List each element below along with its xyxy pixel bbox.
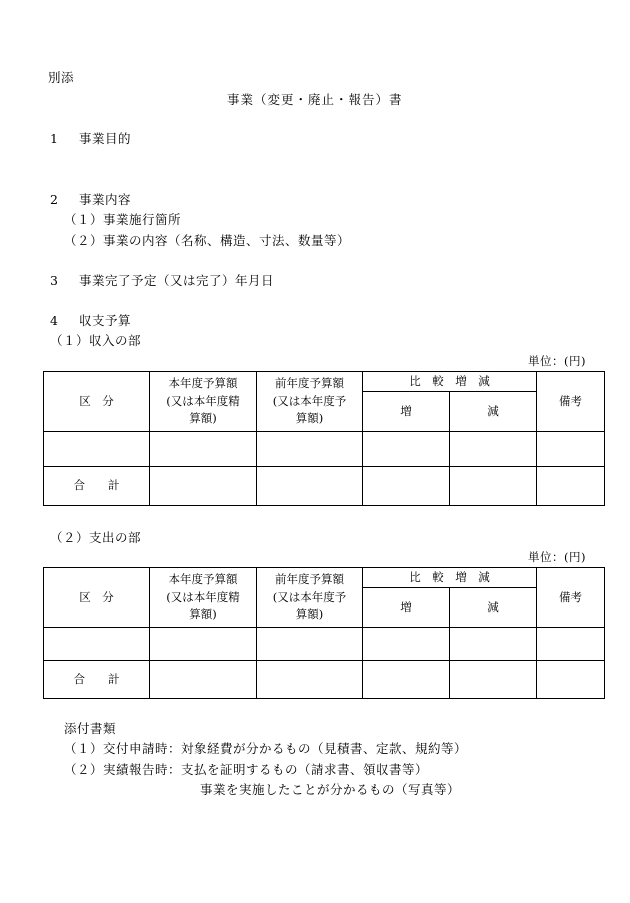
expense-table — [43, 567, 605, 699]
content-item-location: （１）事業施行箇所 — [64, 212, 182, 227]
table-row — [44, 432, 605, 467]
table-cell — [44, 432, 150, 467]
section-number-4: 4 — [50, 313, 59, 328]
table-cell — [537, 661, 605, 699]
header-decrease: 減 — [450, 588, 537, 628]
header-previous-year-line: (又は本年度予 — [272, 589, 347, 604]
table-cell — [257, 628, 363, 661]
table-row — [44, 628, 605, 661]
table-cell — [363, 432, 450, 467]
header-comparison: 比 較 増 減 — [363, 568, 537, 588]
header-current-year-line: 算額) — [189, 411, 217, 426]
attachment-item-report-continued: 事業を実施したことが分かるもの（写真等） — [200, 782, 461, 797]
table-header-row — [44, 568, 605, 588]
section-number-1: 1 — [50, 131, 59, 146]
header-current-year — [150, 568, 257, 628]
header-remarks: 備考 — [537, 372, 605, 432]
table-cell — [450, 432, 537, 467]
header-current-year-line: 本年度予算額 — [168, 375, 238, 390]
table-cell — [44, 628, 150, 661]
table-cell — [363, 467, 450, 506]
income-table — [43, 371, 605, 506]
header-decrease: 減 — [450, 392, 537, 432]
table-cell — [150, 661, 257, 699]
table-cell — [537, 432, 605, 467]
document-title: 事業（変更・廃止・報告）書 — [227, 92, 403, 107]
header-current-year-line: 本年度予算額 — [168, 571, 238, 586]
header-previous-year-line: 算額) — [295, 607, 324, 622]
header-current-year — [150, 372, 257, 432]
header-current-year-line: 算額) — [189, 607, 217, 622]
attachments-heading: 添付書類 — [64, 721, 117, 736]
attachment-item-application: （１）交付申請時：対象経費が分かるもの（見積書、定款、規約等） — [64, 741, 468, 756]
header-previous-year — [257, 372, 363, 432]
income-heading: （１）収入の部 — [50, 333, 142, 348]
table-cell — [257, 467, 363, 506]
header-previous-year-line: 前年度予算額 — [275, 571, 344, 586]
attachment-item-report: （２）実績報告時：支払を証明するもの（請求書、領収書等） — [64, 762, 429, 777]
total-label: 合 計 — [44, 467, 150, 506]
expense-heading: （２）支出の部 — [50, 530, 142, 545]
header-previous-year-line: (又は本年度予 — [272, 393, 347, 408]
table-total-row — [44, 661, 605, 699]
header-increase: 増 — [363, 392, 450, 432]
table-total-row — [44, 467, 605, 506]
section-content-label: 事業内容 — [79, 192, 132, 207]
content-item-details: （２）事業の内容（名称、構造、寸法、数量等） — [64, 233, 351, 248]
table-cell — [363, 661, 450, 699]
section-completion-label: 事業完了予定（又は完了）年月日 — [79, 273, 275, 288]
header-increase: 増 — [363, 588, 450, 628]
header-category: 区 分 — [44, 372, 150, 432]
table-cell — [257, 661, 363, 699]
table-cell — [257, 432, 363, 467]
section-purpose-label: 事業目的 — [79, 131, 132, 146]
section-budget-label: 収支予算 — [79, 313, 132, 328]
header-previous-year-line: 前年度予算額 — [275, 375, 344, 390]
table-header-row — [44, 372, 605, 392]
section-number-2: 2 — [50, 192, 59, 207]
table-cell — [363, 628, 450, 661]
header-comparison: 比 較 増 減 — [363, 372, 537, 392]
table-cell — [150, 432, 257, 467]
table-cell — [450, 661, 537, 699]
table-cell — [150, 467, 257, 506]
table-cell — [150, 628, 257, 661]
attachment-label: 別添 — [48, 70, 75, 85]
table-cell — [537, 467, 605, 506]
header-remarks: 備考 — [537, 568, 605, 628]
income-unit-label: 単位：(円) — [528, 354, 586, 368]
header-current-year-line: (又は本年度精 — [166, 589, 240, 604]
total-label: 合 計 — [44, 661, 150, 699]
header-previous-year — [257, 568, 363, 628]
header-previous-year-line: 算額) — [295, 411, 324, 426]
header-current-year-line: (又は本年度精 — [166, 393, 240, 408]
expense-unit-label: 単位：(円) — [528, 550, 586, 564]
table-cell — [450, 628, 537, 661]
section-number-3: 3 — [50, 273, 59, 288]
table-cell — [450, 467, 537, 506]
header-category: 区 分 — [44, 568, 150, 628]
table-cell — [537, 628, 605, 661]
